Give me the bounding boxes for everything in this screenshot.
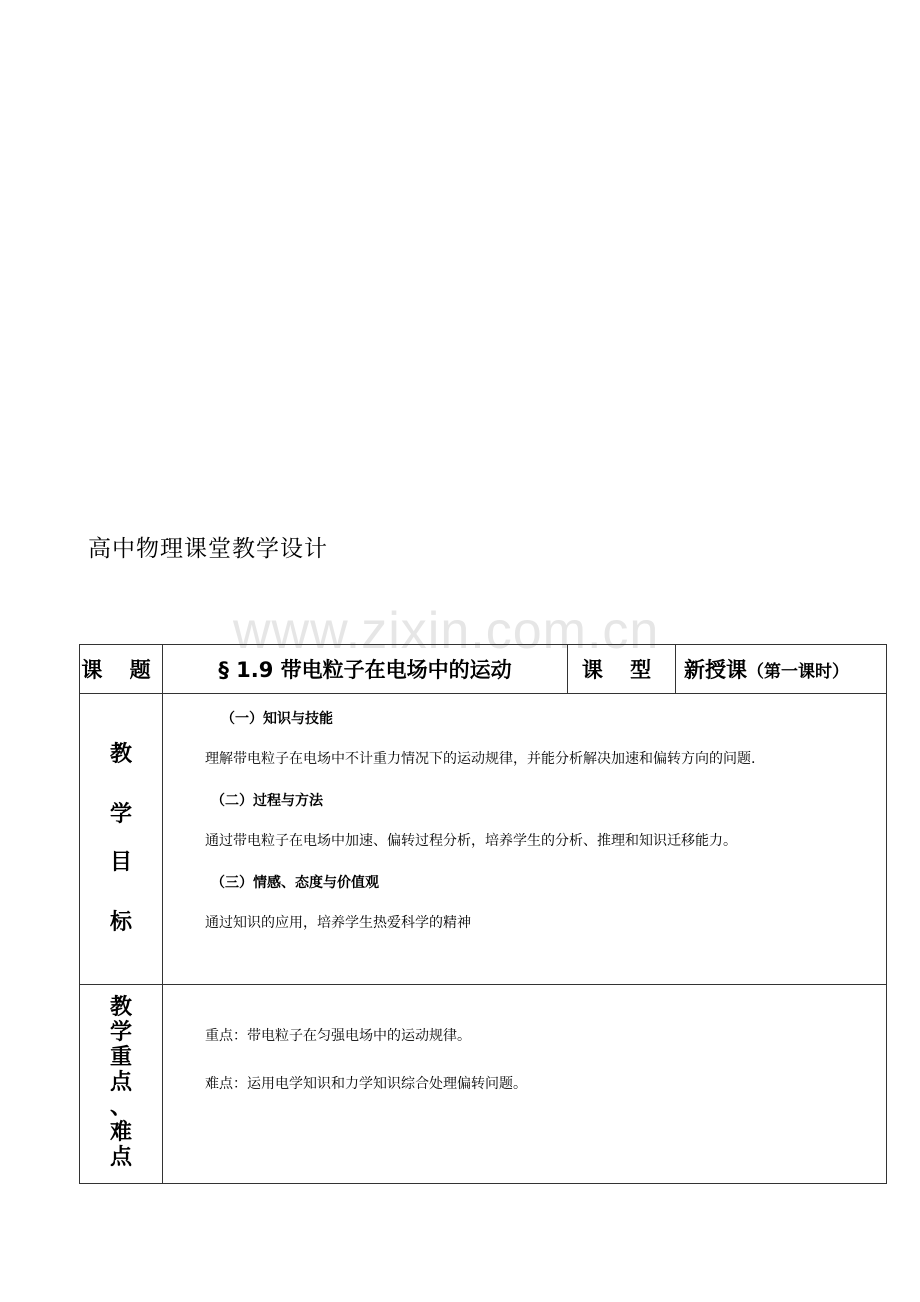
key-label-char: 学 bbox=[109, 1020, 132, 1045]
objective-text-process: 通过带电粒子在电场中加速、偏转过程分析，培养学生的分析、推理和知识迁移能力。 bbox=[205, 833, 737, 849]
lesson-plan-table bbox=[79, 644, 887, 1184]
topic-value: § 1.9 带电粒子在电场中的运动 bbox=[163, 645, 568, 694]
objectives-content bbox=[163, 694, 887, 985]
objective-text-attitude: 通过知识的应用，培养学生热爱科学的精神 bbox=[205, 915, 471, 931]
key-points-label bbox=[80, 985, 163, 1184]
key-label-char: 难 bbox=[109, 1120, 132, 1145]
key-points-content bbox=[163, 985, 887, 1184]
type-value-note: （第一课时） bbox=[747, 662, 849, 682]
document-title: 高中物理课堂教学设计 bbox=[88, 536, 328, 562]
type-label: 课 型 bbox=[568, 645, 676, 694]
watermark: www.zixin.com.cn bbox=[233, 602, 660, 660]
objectives-row bbox=[80, 694, 887, 985]
type-value bbox=[676, 645, 887, 694]
key-point-text: 重点：带电粒子在匀强电场中的运动规律。 bbox=[205, 1028, 471, 1044]
type-value-main: 新授课 bbox=[684, 658, 747, 682]
topic-label: 课 题 bbox=[80, 645, 163, 694]
objectives-label-char: 标 bbox=[109, 910, 132, 935]
objectives-label-char: 教 bbox=[109, 742, 132, 767]
header-row bbox=[80, 645, 887, 694]
objectives-label-char: 目 bbox=[109, 850, 132, 875]
key-points-row bbox=[80, 985, 887, 1184]
key-label-char: 教 bbox=[109, 995, 132, 1020]
key-label-char: 点 bbox=[109, 1070, 132, 1095]
key-label-char: 重 bbox=[109, 1045, 132, 1070]
objective-heading-attitude: （三）情感、态度与价值观 bbox=[211, 875, 379, 891]
objective-text-knowledge: 理解带电粒子在电场中不计重力情况下的运动规律，并能分析解决加速和偏转方向的问题. bbox=[205, 751, 756, 767]
objectives-label bbox=[80, 694, 163, 985]
key-label-char: 、 bbox=[109, 1095, 132, 1120]
key-label-char: 点 bbox=[109, 1145, 132, 1170]
objective-heading-knowledge: （一）知识与技能 bbox=[221, 711, 333, 727]
objective-heading-process: （二）过程与方法 bbox=[211, 793, 323, 809]
objectives-label-char: 学 bbox=[109, 802, 132, 827]
difficulty-text: 难点：运用电学知识和力学知识综合处理偏转问题。 bbox=[205, 1076, 527, 1092]
